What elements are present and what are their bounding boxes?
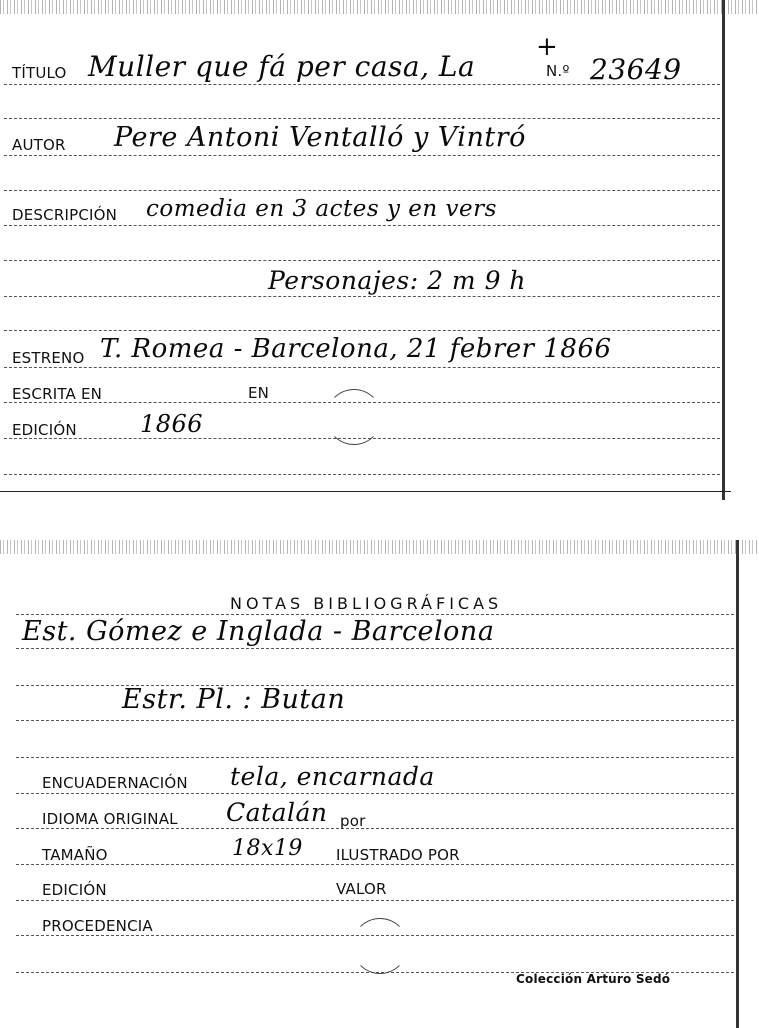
card-bottom-edge — [0, 491, 731, 492]
rule-line — [4, 367, 720, 368]
idioma-label: IDIOMA ORIGINAL — [42, 810, 178, 828]
idioma-value: Catalán — [226, 798, 328, 827]
rule-line — [16, 757, 734, 758]
tamano-value: 18x19 — [232, 836, 303, 861]
rule-line — [16, 793, 734, 794]
card-edge — [722, 0, 725, 500]
rule-line — [4, 260, 720, 261]
numero-value: 23649 — [590, 53, 682, 86]
rule-line — [4, 155, 720, 156]
estreno-label: ESTRENO — [12, 349, 85, 367]
descripcion-label: DESCRIPCIÓN — [12, 206, 118, 224]
escrita-label: ESCRITA EN — [12, 385, 103, 403]
rule-line — [4, 225, 720, 226]
titulo-value: Muller que fá per casa, La — [88, 50, 476, 83]
rule-line — [16, 648, 734, 649]
descripcion-value-2: Personajes: 2 m 9 h — [268, 266, 527, 295]
edicion-label: EDICIÓN — [42, 881, 107, 899]
catalog-card-front — [0, 0, 759, 500]
rule-line — [16, 614, 734, 615]
rule-line — [16, 720, 734, 721]
titulo-label: TÍTULO — [12, 64, 67, 82]
rule-line — [16, 828, 734, 829]
rule-line — [4, 118, 720, 119]
encuadernacion-value: tela, encarnada — [230, 762, 435, 791]
cross-mark: + — [536, 32, 559, 62]
tamano-label: TAMAÑO — [42, 846, 108, 864]
rule-line — [16, 900, 734, 901]
scan-noise-top — [0, 540, 759, 554]
valor-label: VALOR — [336, 880, 387, 898]
notas-heading: NOTAS BIBLIOGRÁFICAS — [230, 594, 503, 613]
autor-value: Pere Antoni Ventalló y Vintró — [114, 122, 526, 153]
procedencia-label: PROCEDENCIA — [42, 917, 153, 935]
por-label: por — [340, 812, 366, 830]
rule-line — [4, 190, 720, 191]
catalog-card-back — [0, 540, 759, 1028]
autor-label: AUTOR — [12, 136, 66, 154]
punch-hole — [352, 918, 408, 974]
card-edge — [736, 540, 739, 1028]
coleccion-credit: Colección Arturo Sedó — [516, 972, 671, 986]
en-label: EN — [248, 384, 270, 402]
ilustrado-label: ILUSTRADO POR — [336, 846, 460, 864]
rule-line — [4, 330, 720, 331]
encuadernacion-label: ENCUADERNACIÓN — [42, 774, 188, 792]
nota-2: Estr. Pl. : Butan — [122, 684, 346, 715]
numero-label: N.º — [546, 62, 570, 80]
rule-line — [4, 296, 720, 297]
scan-noise-top — [0, 0, 759, 14]
rule-line — [16, 864, 734, 865]
descripcion-value: comedia en 3 actes y en vers — [146, 196, 497, 222]
rule-line — [4, 474, 720, 475]
edicion-label: EDICIÓN — [12, 421, 77, 439]
nota-1: Est. Gómez e Inglada - Barcelona — [22, 616, 495, 647]
estreno-value: T. Romea - Barcelona, 21 febrer 1866 — [100, 334, 612, 364]
punch-hole — [326, 389, 382, 445]
edicion-value: 1866 — [140, 410, 204, 438]
